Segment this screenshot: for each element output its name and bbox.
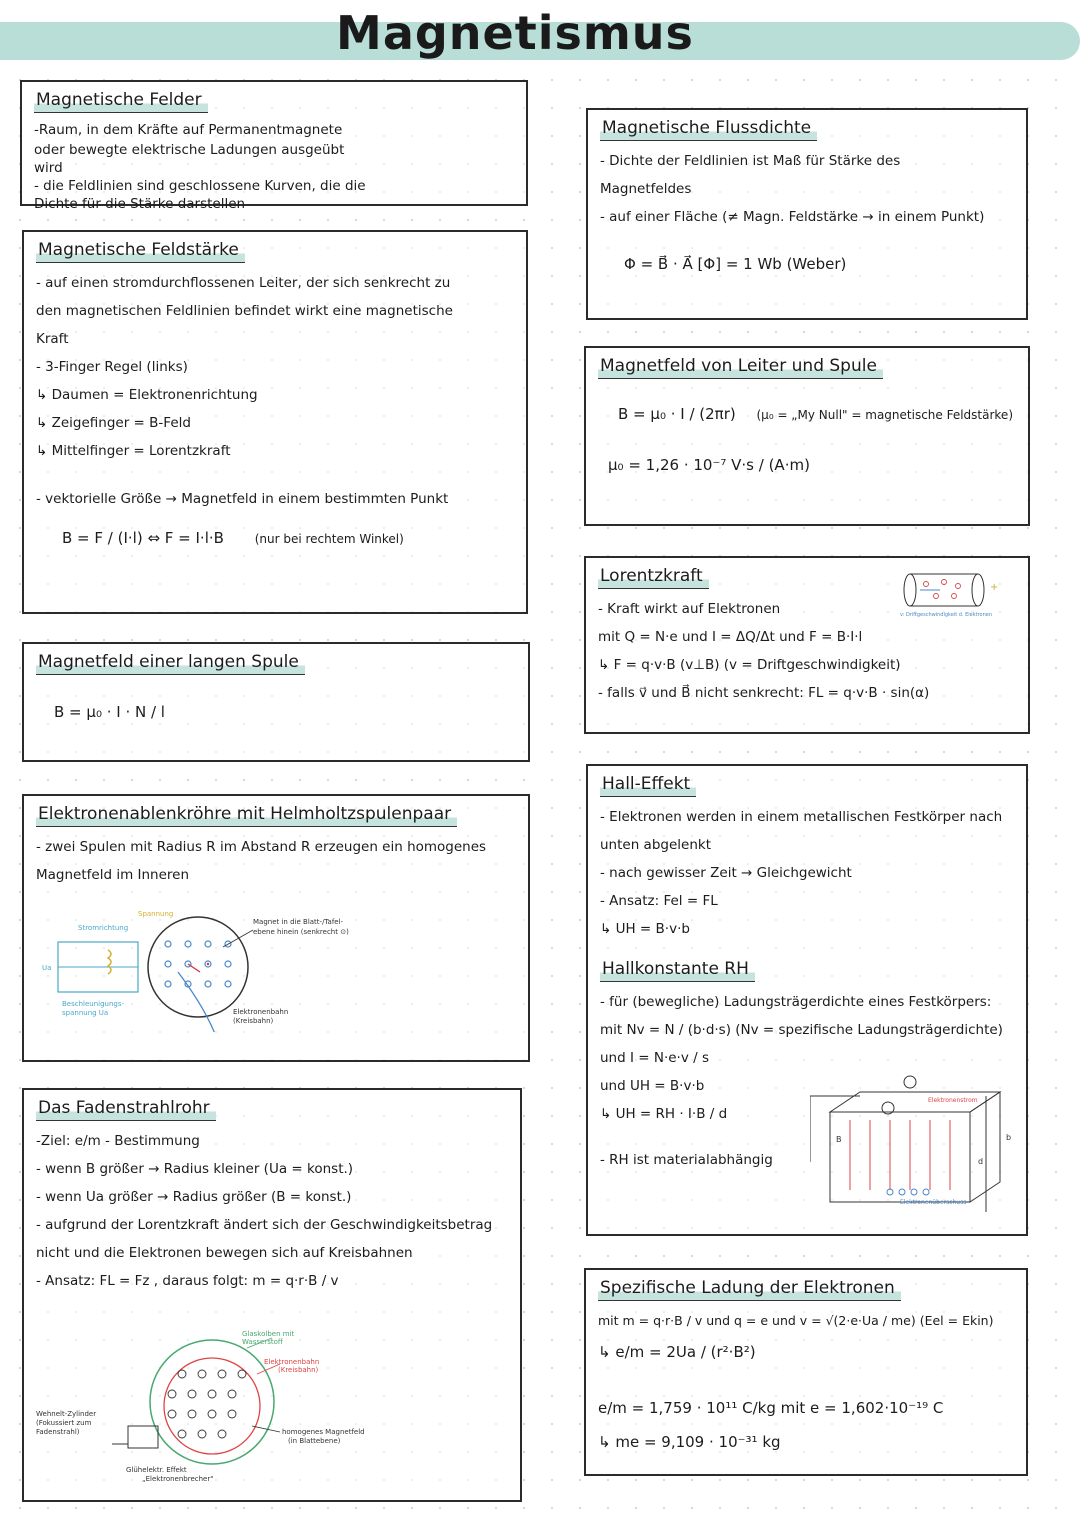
label-ua: Ua [42, 964, 52, 972]
text-line: - Kraft wirkt auf Elektronen [598, 601, 781, 617]
text-line: - Dichte der Feldlinien ist Maß für Stärke des [600, 153, 901, 169]
text-line: den magnetischen Feldlinien befindet wirkt eine magnetische [36, 303, 453, 319]
sub-heading: Hallkonstante RH [600, 959, 755, 982]
label-wehnelt: Wehnelt-Zylinder [36, 1410, 97, 1418]
section-heading: Magnetische Feldstärke [36, 240, 245, 263]
section-leiter-spule [584, 346, 1030, 526]
label-beschleunigung: Beschleunigungs- [62, 1000, 125, 1008]
section-lorentzkraft [584, 556, 1030, 734]
label-glaskolben: Glaskolben mit [242, 1330, 295, 1338]
text-line: - die Feldlinien sind geschlossene Kurven, die die [34, 178, 366, 194]
label-elektronenbahn-2: (Kreisbahn) [278, 1366, 319, 1374]
section-hall-effekt [586, 764, 1028, 1236]
text-line: Kraft [36, 331, 69, 347]
formula: Φ = B⃗ · A⃗ [Φ] = 1 Wb (Weber) [624, 255, 847, 273]
text-line: ↳ Daumen = Elektronenrichtung [36, 387, 258, 403]
label-drift: v: Driftgeschwindigkeit d. Elektronen [900, 612, 993, 618]
text-line: - vektorielle Größe → Magnetfeld in einem bestimmten Punkt [36, 491, 449, 507]
formula: e/m = 1,759 · 10¹¹ C/kg mit e = 1,602·10⁻¹⁹ C [598, 1399, 944, 1417]
label-homogen: homogenes Magnetfeld [282, 1428, 365, 1436]
section-flussdichte [586, 108, 1028, 320]
section-heading: Magnetfeld von Leiter und Spule [598, 356, 883, 379]
text-line: Magnetfeld im Inneren [36, 867, 190, 883]
text-line: - nach gewisser Zeit → Gleichgewicht [600, 865, 852, 881]
text-line: Dichte für die Stärke darstellen [34, 196, 246, 212]
formula-note: (nur bei rechtem Winkel) [254, 532, 404, 546]
text-line: ↳ UH = RH · I·B / d [600, 1106, 728, 1122]
label-bahn-2: (Kreisbahn) [233, 1017, 274, 1025]
text-line: ↳ UH = B·v·b [600, 921, 690, 937]
formula: ↳ me = 9,109 · 10⁻³¹ kg [598, 1433, 781, 1451]
label-bahn: Elektronenbahn [233, 1008, 289, 1016]
text-line: - auf einer Fläche (≠ Magn. Feldstärke → in einem Punkt) [600, 209, 985, 225]
text-line: mit m = q·r·B / v und q = e und v = √(2·e·Ua / me) (Eel = Ekin) [598, 1313, 994, 1328]
section-feldstaerke [22, 230, 528, 614]
fadenstrahl-diagram [32, 1326, 502, 1486]
label-hall-d: d [978, 1157, 984, 1166]
section-heading: Lorentzkraft [598, 566, 709, 589]
formula: μ₀ = 1,26 · 10⁻⁷ V·s / (A·m) [608, 456, 810, 474]
label-hall-b: b [1006, 1133, 1012, 1142]
hall-diagram [810, 1072, 1020, 1212]
page-title: Magnetismus [336, 6, 694, 60]
text-line: - Ansatz: Fel = FL [600, 893, 718, 909]
section-heading: Magnetische Felder [34, 90, 208, 113]
section-heading: Magnetische Flussdichte [600, 118, 817, 141]
label-hall-ueberschuss: Elektronenüberschuss [900, 1199, 967, 1206]
text-line: mit Nv = N / (b·d·s) (Nv = spezifische Ladungsträgerdichte) [600, 1022, 1003, 1038]
section-magnetische-felder [20, 80, 528, 212]
formula-text: B = F / (I·l) ⇔ F = I·l·B [62, 529, 224, 547]
text-line: - wenn B größer → Radius kleiner (Ua = konst.) [36, 1161, 354, 1177]
formula-note: (μ₀ = „My Null" = magnetische Feldstärke) [756, 408, 1013, 422]
section-heading: Magnetfeld einer langen Spule [36, 652, 305, 675]
label-wehnelt-2: (Fokussiert zum [36, 1419, 92, 1427]
text-line: - zwei Spulen mit Radius R im Abstand R erzeugen ein homogenes [36, 839, 487, 855]
section-fadenstrahlrohr [22, 1088, 522, 1502]
text-line: oder bewegte elektrische Ladungen ausgeübt [34, 142, 345, 158]
text-line: - 3-Finger Regel (links) [36, 359, 188, 375]
label-hall-strom: Elektronenstrom [928, 1097, 978, 1104]
label-gluehdraht: Glühelektr. Effekt [126, 1466, 187, 1474]
text-line: und I = N·e·v / s [600, 1050, 709, 1066]
text-line: - RH ist materialabhängig [600, 1152, 773, 1168]
section-heading: Hall-Effekt [600, 774, 696, 797]
text-line: - auf einen stromdurchflossenen Leiter, der sich senkrecht zu [36, 275, 451, 291]
text-line: -Ziel: e/m - Bestimmung [36, 1133, 200, 1149]
text-line: mit Q = N·e und I = ΔQ/Δt und F = B·I·l [598, 629, 863, 645]
svg-text:+: + [990, 582, 999, 593]
section-ablenkroehre [22, 794, 530, 1062]
label-stromrichtung: Stromrichtung [78, 924, 129, 932]
text-line: -Raum, in dem Kräfte auf Permanentmagnete [34, 122, 343, 138]
text-line: Magnetfeldes [600, 181, 692, 197]
lorentz-diagram [896, 564, 1016, 620]
section-lange-spule [22, 642, 530, 762]
text-line: - aufgrund der Lorentzkraft ändert sich der Geschwindigkeitsbetrag [36, 1217, 493, 1233]
label-magnet: Magnet in die Blatt-/Tafel- [253, 918, 344, 926]
formula: B = μ₀ · I · N / l [54, 703, 165, 721]
text-line: - für (bewegliche) Ladungsträgerdichte eines Festkörpers: [600, 994, 992, 1010]
formula [36, 521, 514, 556]
formula [598, 397, 1016, 432]
label-hall-B: B [836, 1135, 842, 1144]
formula: ↳ e/m = 2Ua / (r²·B²) [598, 1343, 756, 1361]
text-line: unten abgelenkt [600, 837, 711, 853]
text-line: und UH = B·v·b [600, 1078, 705, 1094]
text-line: - falls v⃗ und B⃗ nicht senkrecht: FL = q·v·B · sin(α) [598, 685, 930, 701]
text-line: ↳ Zeigefinger = B-Feld [36, 415, 191, 431]
formula-text: B = μ₀ · I / (2πr) [618, 405, 736, 423]
text-line: ↳ Mittelfinger = Lorentzkraft [36, 443, 231, 459]
label-glaskolben-2: Wasserstoff [242, 1338, 283, 1346]
text-line: - wenn Ua größer → Radius größer (B = konst.) [36, 1189, 352, 1205]
label-spannung: Spannung [138, 910, 174, 918]
section-heading: Spezifische Ladung der Elektronen [598, 1278, 901, 1301]
text-line: wird [34, 160, 63, 176]
text-line: - Elektronen werden in einem metallischen Festkörper nach [600, 809, 1003, 825]
text-line: - Ansatz: FL = Fz , daraus folgt: m = q·r·B / v [36, 1273, 339, 1289]
label-gluehdraht-2: „Elektronenbrecher" [142, 1475, 214, 1483]
section-heading: Das Fadenstrahlrohr [36, 1098, 216, 1121]
label-elektronenbahn: Elektronenbahn [264, 1358, 320, 1366]
label-wehnelt-3: Fadenstrahl) [36, 1428, 80, 1436]
section-spezifische-ladung [584, 1268, 1028, 1476]
text-line: ↳ F = q·v·B (v⊥B) (v = Driftgeschwindigkeit) [598, 657, 901, 673]
label-magnet-2: ebene hinein (senkrecht ⊙) [253, 928, 349, 936]
text-line: nicht und die Elektronen bewegen sich auf Kreisbahnen [36, 1245, 413, 1261]
label-homogen-2: (in Blattebene) [288, 1437, 341, 1445]
helmholtz-diagram [38, 902, 518, 1032]
label-beschleunigung-2: spannung Ua [62, 1009, 109, 1017]
section-heading: Elektronenablenkröhre mit Helmholtzspulenpaar [36, 804, 457, 827]
